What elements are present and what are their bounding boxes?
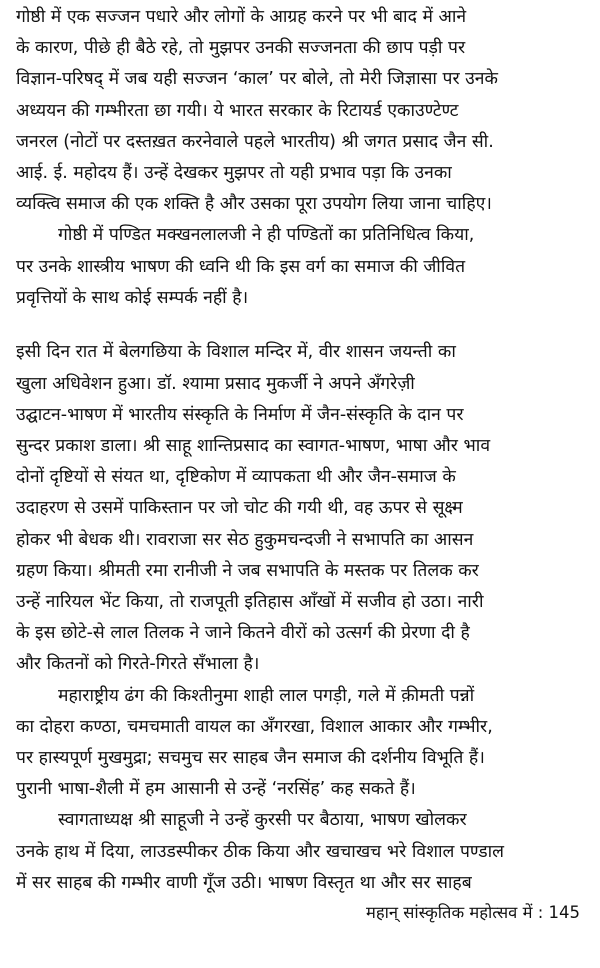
text-line: उन्हें नारियल भेंट किया, तो राजपूती इतिहास आँखों में सजीव हो उठा। नारी xyxy=(16,592,484,612)
text-line: का दोहरा कण्ठा, चमचमाती वायल का अँगरखा, विशाल आकार और गम्भीर, xyxy=(16,717,493,737)
text-line: अध्ययन की गम्भीरता छा गयी। ये भारत सरकार के रिटायर्ड एकाउण्टेण्ट xyxy=(16,101,459,121)
page-footer xyxy=(366,898,580,928)
footer-separator: : xyxy=(537,903,544,922)
text-line: दोनों दृष्टियों से संयत था, दृष्टिकोण में व्यापकता थी और जैन-समाज के xyxy=(16,467,456,487)
text-line: पर हास्यपूर्ण मुखमुद्रा; सचमुच सर साहब जैन समाज की दर्शनीय विभूति हैं। xyxy=(16,748,485,768)
text-line: महाराष्ट्रीय ढंग की किश्तीनुमा शाही लाल पगड़ी, गले में क़ीमती पन्नों xyxy=(58,686,475,706)
text-line: आई. ई. महोदय हैं। उन्हें देखकर मुझपर तो यही प्रभाव पड़ा कि उनका xyxy=(16,163,452,183)
text-line: गोष्ठी में पण्डित मक्खनलालजी ने ही पण्डितों का प्रतिनिधित्व किया, xyxy=(58,225,475,245)
text-line: उद्घाटन-भाषण में भारतीय संस्कृति के निर्माण में जैन-संस्कृति के दान पर xyxy=(16,405,464,425)
text-line: में सर साहब की गम्भीर वाणी गूँज उठी। भाषण विस्तृत था और सर साहब xyxy=(16,873,472,893)
text-line: स्वागताध्यक्ष श्री साहूजी ने उन्हें कुरसी पर बैठाया, भाषण खोलकर xyxy=(58,810,467,830)
text-line: विज्ञान-परिषद् में जब यही सज्जन ‘काल’ पर बोले, तो मेरी जिज्ञासा पर उनके xyxy=(16,69,498,89)
text-line: के कारण, पीछे ही बैठे रहे, तो मुझपर उनकी सज्जनता की छाप पड़ी पर xyxy=(16,38,466,58)
text-line: जनरल (नोटों पर दस्तख़त करनेवाले पहले भारतीय) श्री जगत प्रसाद जैन सी. xyxy=(16,132,494,152)
text-line: पुरानी भाषा-शैली में हम आसानी से उन्हें ‘नरसिंह’ कह सकते हैं। xyxy=(16,779,416,799)
text-line: उदाहरण से उसमें पाकिस्तान पर जो चोट की गयी थी, वह ऊपर से सूक्ष्म xyxy=(16,498,463,518)
text-line: व्यक्त्वि समाज की एक शक्ति है और उसका पूरा उपयोग लिया जाना चाहिए। xyxy=(16,194,492,214)
text-line: सुन्दर प्रकाश डाला। श्री साहू शान्तिप्रसाद का स्वागत-भाषण, भाषा और भाव xyxy=(16,436,491,456)
text-line: उनके हाथ में दिया, लाउडस्पीकर ठीक किया और खचाखच भरे विशाल पण्डाल xyxy=(16,842,504,862)
text-line: के इस छोटे-से लाल तिलक ने जाने कितने वीरों को उत्सर्ग की प्रेरणा दी है xyxy=(16,623,470,643)
text-line: खुला अधिवेशन हुआ। डॉ. श्यामा प्रसाद मुकर्जी ने अपने अँगरेज़ी xyxy=(16,374,415,394)
text-line: ग्रहण किया। श्रीमती रमा रानीजी ने जब सभापति के मस्तक पर तिलक कर xyxy=(16,561,479,581)
text-line: पर उनके शास्त्रीय भाषण की ध्वनि थी कि इस वर्ग का समाज की जीवित xyxy=(16,257,466,277)
text-line: प्रवृत्तियों के साथ कोई सम्पर्क नहीं है। xyxy=(16,288,249,308)
page-number: 145 xyxy=(548,903,580,922)
text-line: और कितनों को गिरते-गिरते सँभाला है। xyxy=(16,654,260,674)
text-line: गोष्ठी में एक सज्जन पधारे और लोगों के आग्रह करने पर भी बाद में आने xyxy=(16,7,467,27)
running-title: महान् सांस्कृतिक महोत्सव में xyxy=(365,903,533,922)
text-line: इसी दिन रात में बेलगछिया के विशाल मन्दिर में, वीर शासन जयन्ती का xyxy=(16,342,456,362)
text-line: होकर भी बेधक थी। रावराजा सर सेठ हुकुमचन्दजी ने सभापति का आसन xyxy=(16,530,474,550)
